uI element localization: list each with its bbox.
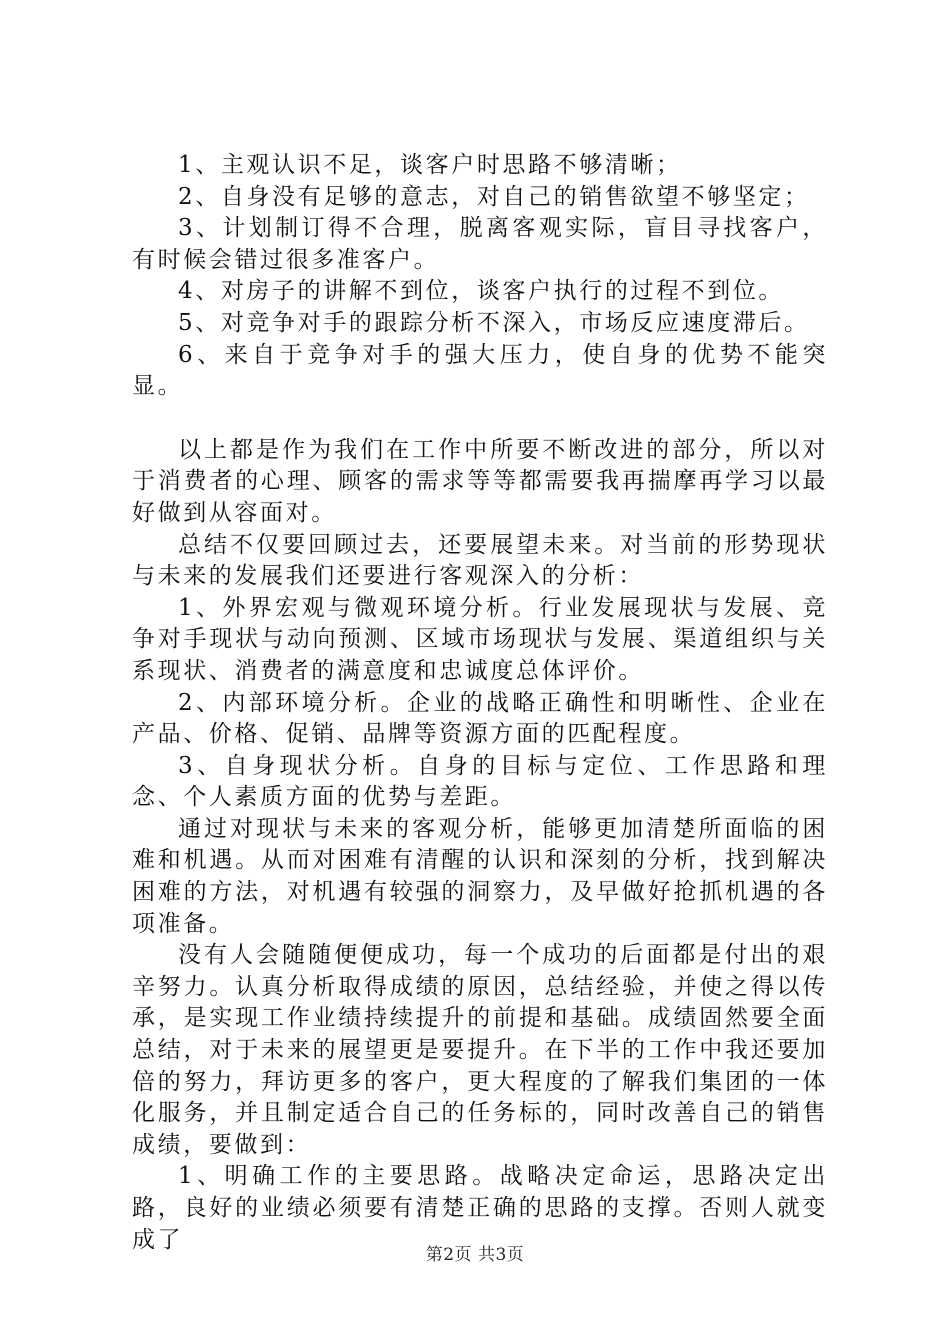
- paragraph-1: 1、主观认识不足，谈客户时思路不够清晰；: [178, 152, 682, 178]
- paragraph-2: 2、自身没有足够的意志，对自己的销售欲望不够坚定；: [178, 183, 810, 210]
- document-body: [132, 150, 828, 1256]
- paragraph-3: 3、计划制订得不合理，脱离客观实际，盲目寻找客户，有时候会错过很多准客户。: [132, 215, 828, 273]
- paragraph-11: 3、自身现状分析。自身的目标与定位、工作思路和理念、个人素质方面的优势与差距。: [132, 752, 828, 811]
- page-number-footer: 第2页 共3页: [425, 1245, 525, 1265]
- paragraph-4: 4、对房子的讲解不到位，谈客户执行的过程不到位。: [178, 278, 785, 305]
- paragraph-12: 通过对现状与未来的客观分析，能够更加清楚所面临的困难和机遇。从而对困难有清醒的认识和深刻的分析，找到解决困难的方法，对机遇有较强的洞察力，及早做好抢抓机遇的各项准备。: [132, 815, 828, 937]
- paragraph-8: 总结不仅要回顾过去，还要展望未来。对当前的形势现状与未来的发展我们还要进行客观深入的分析：: [132, 531, 828, 590]
- paragraph-7: 以上都是作为我们在工作中所要不断改进的部分，所以对于消费者的心理、顾客的需求等等都需要我再揣摩再学习以最好做到从容面对。: [132, 436, 828, 526]
- paragraph-13: 没有人会随随便便成功，每一个成功的后面都是付出的艰辛努力。认真分析取得成绩的原因，总结经验，并使之得以传承，是实现工作业绩持续提升的前提和基础。成绩固然要全面总结，对于未来的展望更是要提升。在下半的工作中我还要加倍的努力，拜访更多的客户，更大程度的了解我们集团的一体化服务，并且制定适合自己的任务标的，同时改善自己的销售成绩，要做到：: [132, 942, 828, 1158]
- paragraph-6: 6、来自于竞争对手的强大压力，使自身的优势不能突显。: [132, 341, 828, 400]
- paragraph-14: 1、明确工作的主要思路。战略决定命运，思路决定出路，良好的业绩必须要有清楚正确的思路的支撑。否则人就变成了: [132, 1163, 828, 1253]
- paragraph-9: 1、外界宏观与微观环境分析。行业发展现状与发展、竞争对手现状与动向预测、区域市场现状与发展、渠道组织与关系现状、消费者的满意度和忠诚度总体评价。: [132, 594, 828, 684]
- paragraph-10: 2、内部环境分析。企业的战略正确性和明晰性、企业在产品、价格、促销、品牌等资源方面的匹配程度。: [132, 689, 828, 748]
- paragraph-5: 5、对竞争对手的跟踪分析不深入，市场反应速度滞后。: [178, 309, 810, 336]
